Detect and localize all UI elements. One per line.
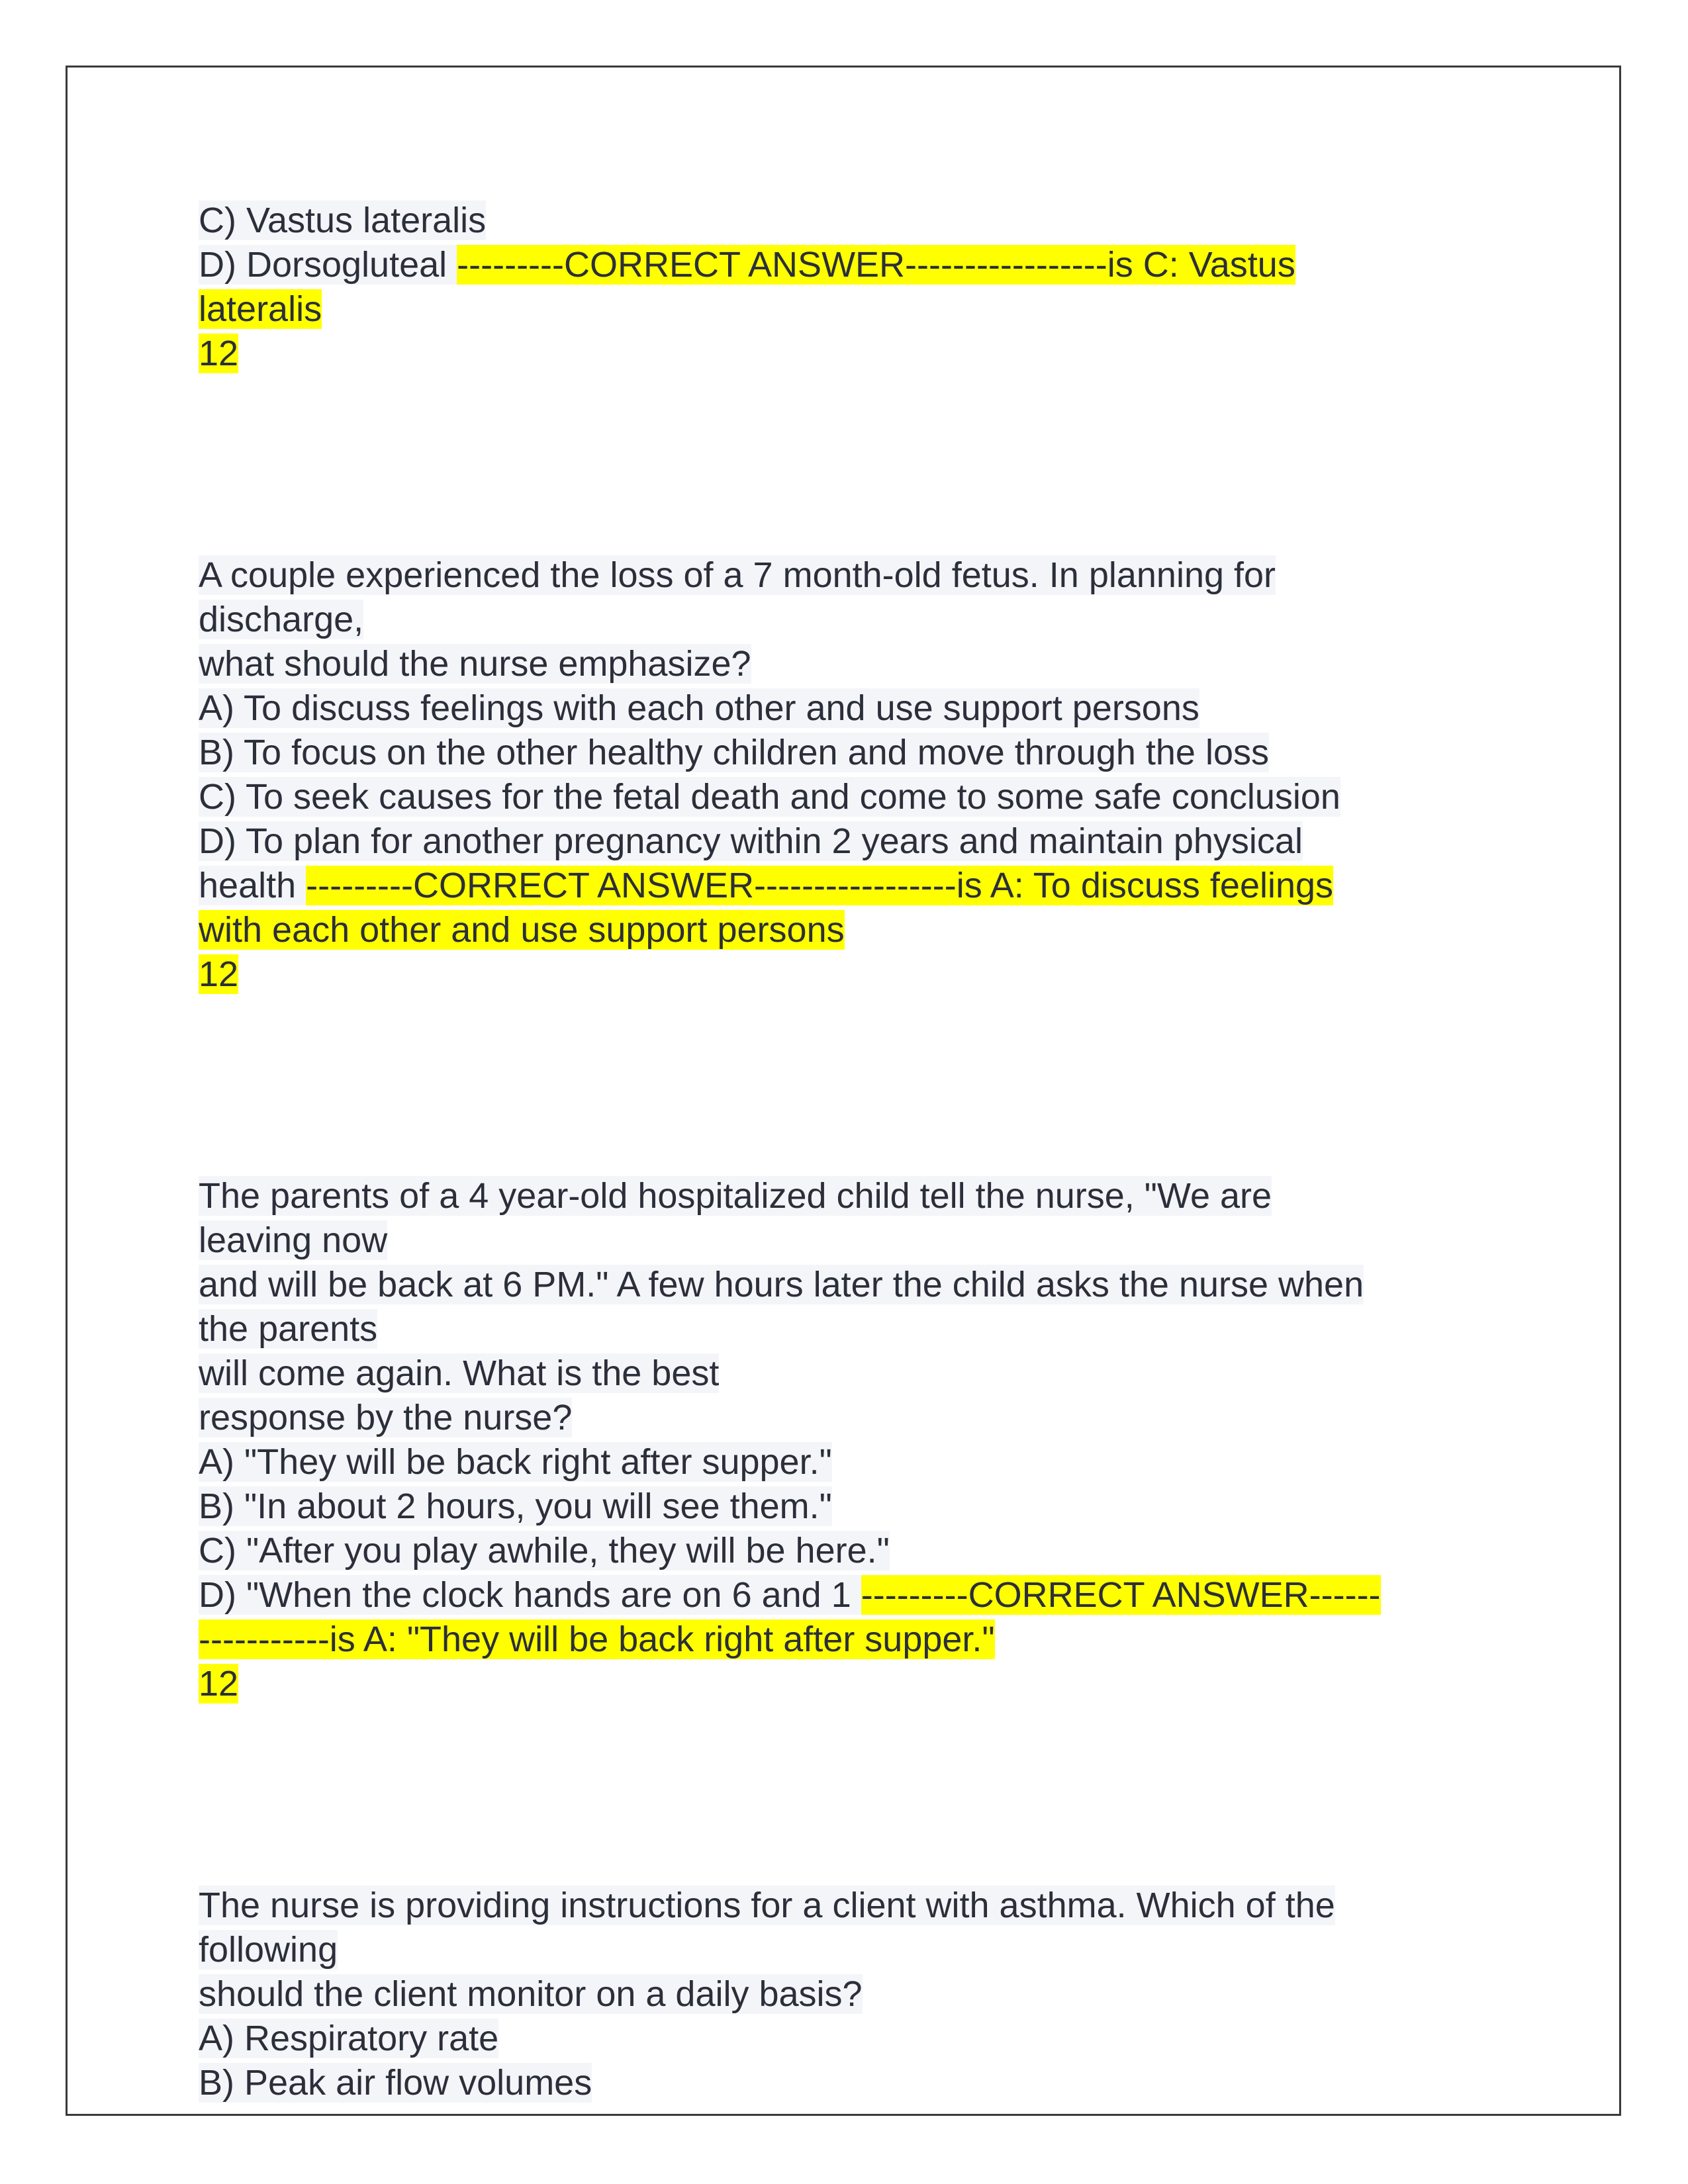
q2-option-c: C) To seek causes for the fetal death and come to some safe conclusion: [199, 777, 1340, 817]
q1-correct-answer: ---------CORRECT ANSWER-----------------is C: Vastus: [457, 245, 1295, 285]
q2-number: 12: [199, 954, 239, 994]
spacer: [199, 997, 1489, 1174]
q1-option-d: D) Dorsogluteal ---------CORRECT ANSWER-----------------is C: Vastus: [199, 245, 1295, 285]
q3-option-b: B) "In about 2 hours, you will see them.": [199, 1486, 832, 1526]
q4-option-a: A) Respiratory rate: [199, 2019, 499, 2058]
q3-stem: leaving now: [199, 1220, 388, 1260]
q2-option-d-continued: health ---------CORRECT ANSWER-----------------is A: To discuss feelings: [199, 866, 1334, 905]
q3-number: 12: [199, 1664, 239, 1704]
q2-correct-answer: ---------CORRECT ANSWER-----------------is A: To discuss feelings: [306, 866, 1334, 905]
q2-option-a: A) To discuss feelings with each other and use support persons: [199, 688, 1199, 728]
q1-answer-continued: lateralis: [199, 289, 322, 329]
q3-stem: and will be back at 6 PM." A few hours later the child asks the nurse when: [199, 1265, 1364, 1304]
q1-number: 12: [199, 334, 239, 373]
q2-stem: A couple experienced the loss of a 7 month-old fetus. In planning for: [199, 555, 1276, 595]
q3-option-c: C) "After you play awhile, they will be here.": [199, 1531, 890, 1570]
q2-stem: what should the nurse emphasize?: [199, 644, 751, 684]
q3-option-a: A) "They will be back right after supper.": [199, 1442, 832, 1482]
question-3: [199, 1174, 1489, 1706]
spacer: [199, 376, 1489, 553]
q2-option-b: B) To focus on the other healthy children and move through the loss: [199, 733, 1269, 772]
question-2: [199, 553, 1489, 997]
q3-stem: will come again. What is the best: [199, 1353, 720, 1393]
q3-stem: The parents of a 4 year-old hospitalized child tell the nurse, "We are: [199, 1176, 1272, 1216]
q2-stem: discharge,: [199, 600, 364, 639]
q3-correct-answer: ---------CORRECT ANSWER------: [861, 1575, 1381, 1615]
q4-option-b: B) Peak air flow volumes: [199, 2063, 592, 2103]
q1-option-c: C) Vastus lateralis: [199, 201, 487, 240]
q4-stem: following: [199, 1930, 338, 1970]
q4-stem: should the client monitor on a daily basis?: [199, 1974, 863, 2014]
q2-answer-continued: with each other and use support persons: [199, 910, 845, 950]
q3-answer-continued: -----------is A: "They will be back right after supper.": [199, 1619, 995, 1659]
q3-stem: the parents: [199, 1309, 378, 1349]
question-1: [199, 199, 1489, 376]
question-4: [199, 1884, 1489, 2105]
document-content: [199, 199, 1489, 2105]
q2-option-d: D) To plan for another pregnancy within 2 years and maintain physical: [199, 821, 1303, 861]
spacer: [199, 1706, 1489, 1884]
q4-stem: The nurse is providing instructions for a client with asthma. Which of the: [199, 1886, 1335, 1925]
q3-stem: response by the nurse?: [199, 1398, 573, 1437]
q3-option-d: D) "When the clock hands are on 6 and 1 ---------CORRECT ANSWER------: [199, 1575, 1381, 1615]
